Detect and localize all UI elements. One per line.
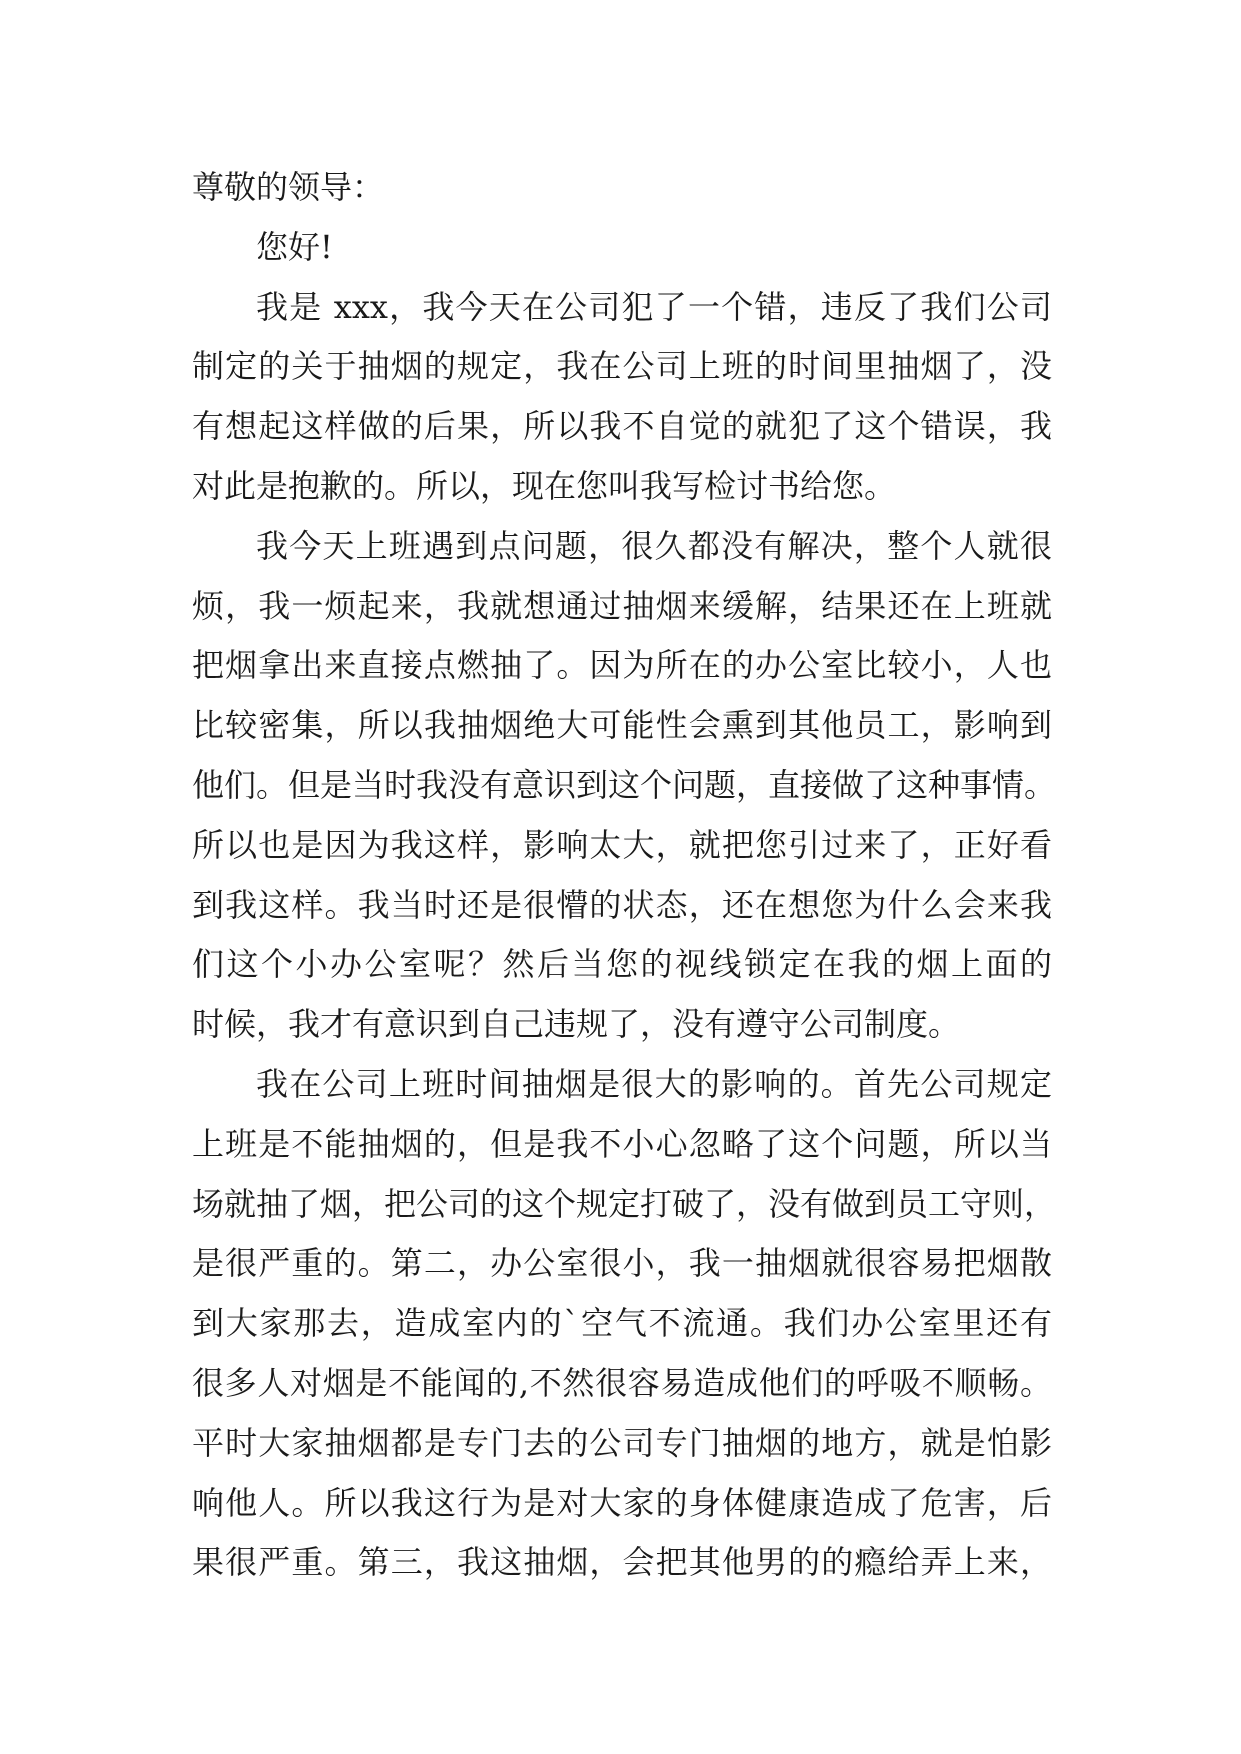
body-line: 是很严重的。第二，办公室很小，我一抽烟就很容易把烟散: [192, 1244, 1052, 1283]
body-line: 时候，我才有意识到自己违规了，没有遵守公司制度。: [192, 1005, 961, 1044]
letter-body: [192, 158, 1057, 1593]
body-line: 有想起这样做的后果，所以我不自觉的就犯了这个错误，我: [192, 407, 1052, 446]
body-line: 平时大家抽烟都是专门去的公司专门抽烟的地方，就是怕影: [192, 1423, 1052, 1462]
body-line: 我今天上班遇到点问题，很久都没有解决，整个人就很: [256, 526, 1052, 565]
body-line: 我是 xxx，我今天在公司犯了一个错，违反了我们公司: [256, 287, 1052, 326]
body-line: 比较密集，所以我抽烟绝大可能性会熏到其他员工，影响到: [192, 706, 1052, 745]
body-line: 到我这样。我当时还是很懵的状态，还在想您为什么会来我: [192, 885, 1052, 924]
body-line: 们这个小办公室呢？然后当您的视线锁定在我的烟上面的: [192, 945, 1052, 984]
body-line: 响他人。所以我这行为是对大家的身体健康造成了危害，后: [192, 1483, 1052, 1522]
body-line: 上班是不能抽烟的，但是我不小心忽略了这个问题，所以当: [192, 1124, 1052, 1163]
salutation: 尊敬的领导：: [192, 168, 385, 206]
body-line: 场就抽了烟，把公司的这个规定打破了，没有做到员工守则，: [192, 1184, 1057, 1223]
body-line: 制定的关于抽烟的规定，我在公司上班的时间里抽烟了，没: [192, 347, 1052, 386]
greeting: 您好!: [256, 227, 333, 266]
body-line: 到大家那去，造成室内的`空气不流通。我们办公室里还有: [192, 1304, 1052, 1343]
body-line: 烦，我一烦起来，我就想通过抽烟来缓解，结果还在上班就: [192, 586, 1052, 625]
body-line: 所以也是因为我这样，影响太大，就把您引过来了，正好看: [192, 825, 1052, 864]
body-line: 很多人对烟是不能闻的,不然很容易造成他们的呼吸不顺畅。: [192, 1363, 1052, 1402]
body-line: 果很严重。第三，我这抽烟，会把其他男的的瘾给弄上来，: [192, 1543, 1052, 1582]
body-line: 对此是抱歉的。所以，现在您叫我写检讨书给您。: [192, 466, 897, 505]
body-line: 他们。但是当时我没有意识到这个问题，直接做了这种事情。: [192, 765, 1057, 804]
body-line: 把烟拿出来直接点燃抽了。因为所在的办公室比较小，人也: [192, 646, 1052, 685]
body-line: 我在公司上班时间抽烟是很大的影响的。首先公司规定: [256, 1064, 1052, 1103]
